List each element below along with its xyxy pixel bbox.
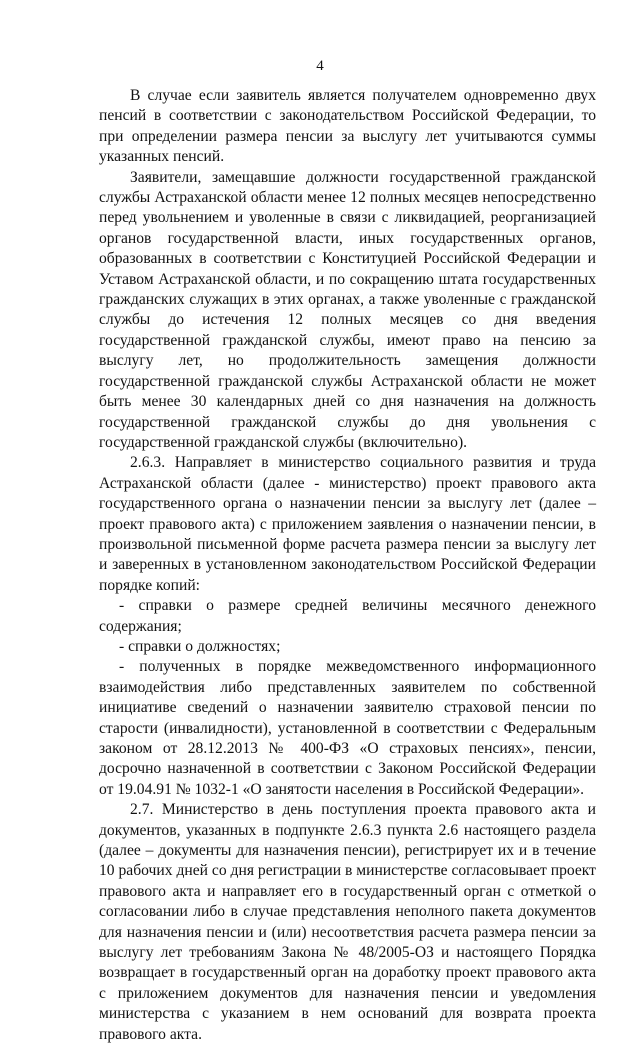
paragraph-two-pensions: В случае если заявитель является получателем одновременно двух пенсий в соответствии с законодательством Российской Федерации, то при определении размера пенсии за выслугу лет учитываются суммы указанных пенсий.: [99, 87, 596, 166]
list-item-positions-certificate: - справки о должностях;: [119, 637, 281, 655]
document-body: [99, 86, 596, 1045]
list-item-salary-certificate: - справки о размере средней величины месячного денежного содержания;: [99, 597, 596, 635]
paragraph-2-7: 2.7. Министерство в день поступления проекта правового акта и документов, указанных в подпункте 2.6.3 пункта 2.6 настоящего раздела (далее – документы для назначения пенсии), регистрирует их и в течение 10 рабочих дней со дня регистрации в министерстве согласовывает проект правового акта и направляет его в государственный орган с отметкой о согласовании либо в случае представления неполного пакета документов для назначения пенсии и (или) несоответствия расчета размера пенсии за выслугу лет требованиям Закона № 48/2005-ОЗ и настоящего Порядка возвращает в государственный орган на доработку проект правового акта с приложением документов для назначения пенсии и уведомления министерства с указанием в нем оснований для возврата проекта правового акта.: [99, 801, 596, 1043]
list-item-pension-info: - полученных в порядке межведомственного информационного взаимодействия либо представленных заявителем по собственной инициативе сведений о назначении заявителю страховой пенсии по старости (инвалидности), установленной в соответствии с Федеральным законом от 28.12.2013 № 400-ФЗ «О страховых пенсиях», пенсии, досрочно назначенной в соответствии с Законом Российской Федерации от 19.04.91 № 1032-1 «О занятости населения в Российской Федерации».: [99, 658, 596, 798]
paragraph-short-service: Заявители, замещавшие должности государственной гражданской службы Астраханской области менее 12 полных месяцев непосредственно перед увольнением и уволенные в связи с ликвидацией, реорганизацией органов государственной власти, иных государственных органов, образованных в соответствии с Конституцией Российской Федерации и Уставом Астраханской области, и по сокращению штата государственных гражданских служащих в этих органах, а также уволенные с гражданской службы до истечения 12 полных месяцев со дня введения государственной гражданской службы, имеют право на пенсию за выслугу лет, но продолжительность замещения должности государственной гражданской службы Астраханской области не может быть менее 30 календарных дней со дня назначения на должность государственной гражданской службы до дня увольнения с государственной гражданской службы (включительно).: [99, 168, 596, 451]
paragraph-2-6-3: 2.6.3. Направляет в министерство социального развития и труда Астраханской области (далее - министерство) проект правового акта государственного органа о назначении пенсии за выслугу лет (далее – проект правового акта) с приложением заявления о назначении пенсии, в произвольной письменной форме расчета размера пенсии за выслугу лет и заверенных в установленном законодательством Российской Федерации порядке копий:: [99, 454, 596, 594]
page-number: 4: [316, 58, 324, 74]
